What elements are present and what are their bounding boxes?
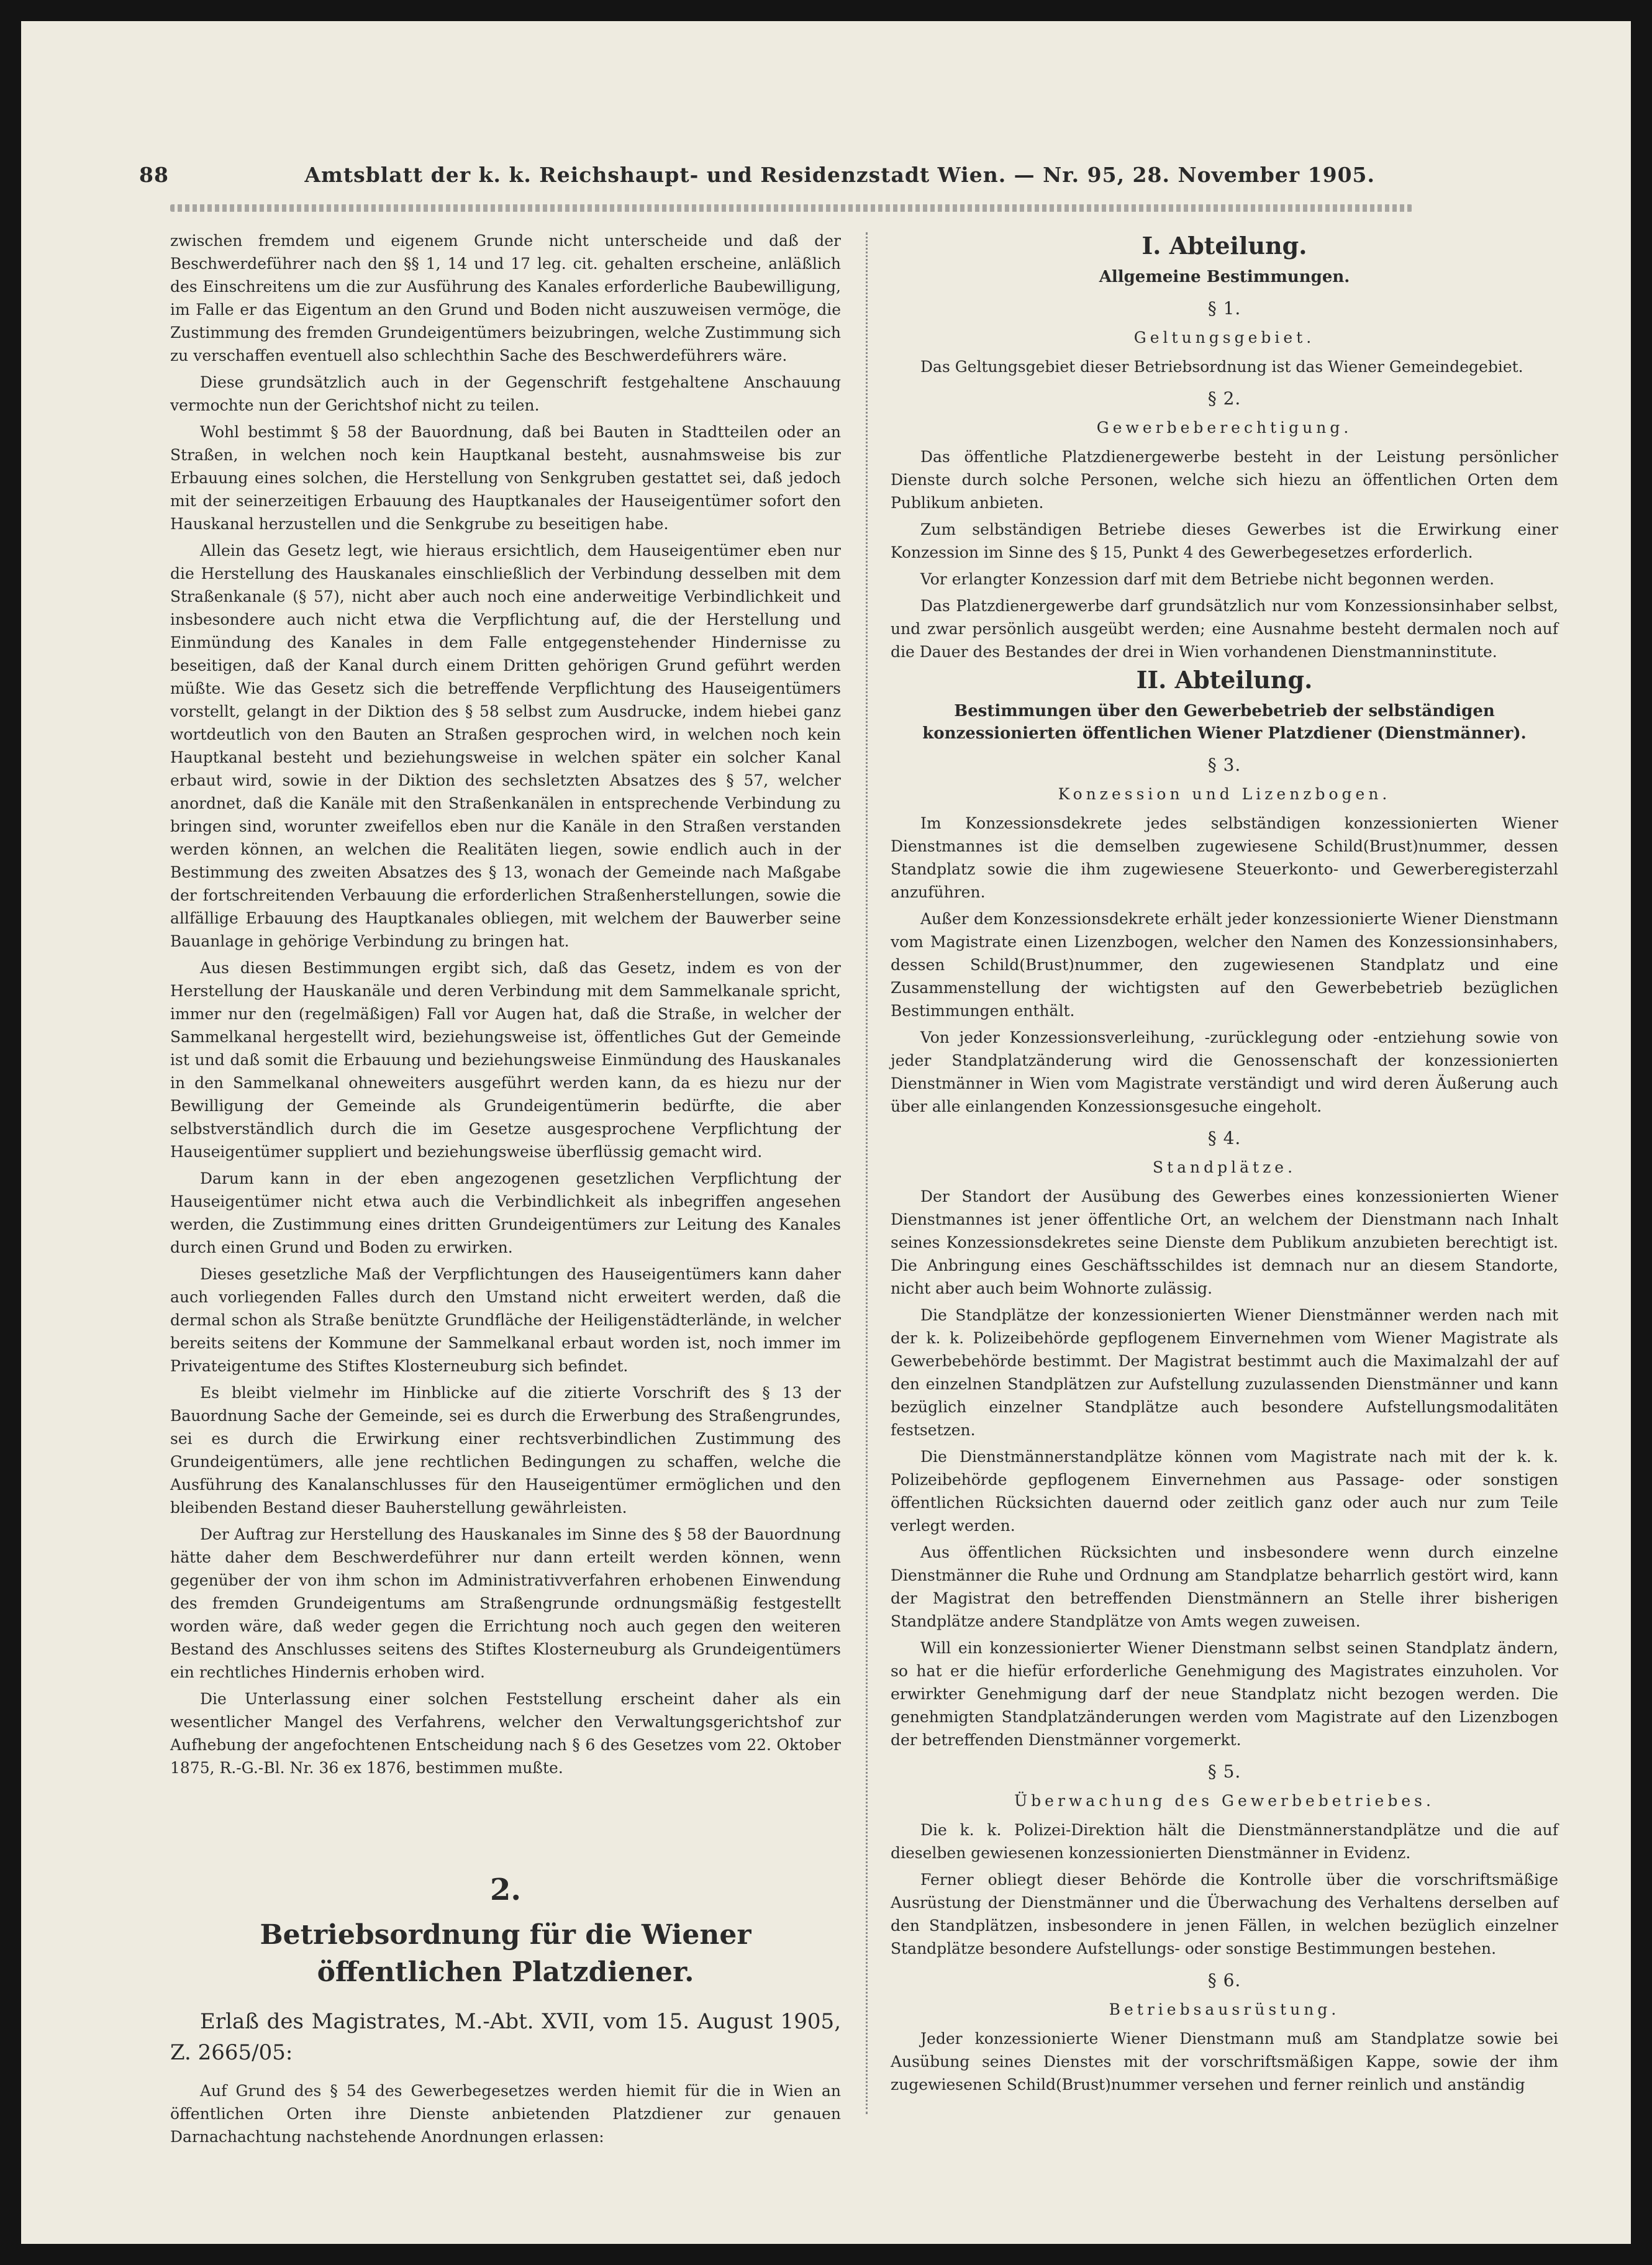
paragraph-title: Geltungsgebiet. bbox=[1133, 329, 1315, 347]
part-subheading: Bestimmungen über den Gewerbebetrieb der selbständigen konzessionierten öffentlichen Wiener Platzdiener (Dienstmänner). bbox=[922, 702, 1527, 743]
paragraph-number: § 1. bbox=[1207, 298, 1241, 319]
decree-line: Erlaß des Magistrates, M.-Abt. XVII, vom 15. August 1905, Z. 2665/05: bbox=[170, 2009, 841, 2065]
paragraph: Vor erlangter Konzession darf mit dem Betriebe nicht begonnen werden. bbox=[920, 570, 1495, 588]
paragraph-number: § 2. bbox=[1207, 388, 1241, 409]
paragraph: Die Dienstmännerstandplätze können vom Magistrate nach mit der k. k. Polizeibehörde gepflogenem Einvernehmen aus Passage- oder sonstigen öffentlichen Rücksichten dauernd oder zeitlich ganz oder auch nur zum Teile verlegt werden. bbox=[891, 1448, 1558, 1535]
part-heading: I. Abteilung. bbox=[1141, 232, 1307, 260]
running-title: Amtsblatt der k. k. Reichshaupt- und Residenzstadt Wien. — Nr. 95, 28. November 1905. bbox=[304, 163, 1375, 187]
paragraph: zwischen fremdem und eigenem Grunde nicht unterscheide und daß der Beschwerdeführer nach den §§ 1, 14 und 17 leg. cit. gehalten erscheine, anläßlich des Einschreitens um die zur Ausführung des Kanales erforderliche Baubewilligung, im Falle er das Eigentum an den Grund und Boden nicht auszuweisen vermöge, die Zustimmung des fremden Grundeigentümers beizubringen, welche Zustimmung sich zu verschaffen eventuell also schlechthin Sache des Beschwerdeführers wäre. bbox=[170, 232, 842, 365]
paragraph: Will ein konzessionierter Wiener Dienstmann selbst seinen Standplatz ändern, so hat er die hiefür erforderliche Genehmigung des Magistrates einzuholen. Vor erwirkter Genehmigung darf der neue Standplatz nicht bezogen werden. Die genehmigten Standplatzänderungen werden vom Magistrate auf den Lizenzbogen der betreffenden Dienstmänner vorgemerkt. bbox=[891, 1639, 1558, 1749]
section-number: 2. bbox=[489, 1872, 522, 1907]
paragraph-number: § 3. bbox=[1207, 755, 1241, 775]
paragraph: Die Standplätze der konzessionierten Wiener Dienstmänner werden nach mit der k. k. Polizeibehörde gepflogenem Einvernehmen vom Wiener Magistrate als Gewerbebehörde bestimmt. Der Magistrat bestimmt auch die Maximalzahl der auf den einzelnen Standplätzen zur Aufstellung zuzulassenden Dienstmänner und kann bezüglich einzelner Standplätze auch besondere Aufstellungsmodalitäten festsetzen. bbox=[891, 1306, 1558, 1439]
paragraph: Allein das Gesetz legt, wie hieraus ersichtlich, dem Hauseigentümer eben nur die Herstellung des Hauskanales einschließlich der Verbindung desselben mit dem Straßenkanale (§ 57), nicht aber auch noch eine anderweitige Verbindlichkeit und insbesondere auch nicht etwa die Verpflichtung auf, die der Herstellung und Einmündung des Kanales in dem Falle entgegenstehender Hindernisse zu beseitigen, daß der Kanal durch einem Dritten gehörigen Grund geführt werden müßte. Wie das Gesetz sich die betreffende Verpflichtung des Hauseigentümers vorstellt, gelangt in der Diktion des § 58 selbst zum Ausdrucke, indem hiebei ganz wortdeutlich von den Bauten an Straßen gesprochen wird, in welchen noch kein Hauptkanal besteht und beziehungsweise in welchen später ein solcher Kanal erbaut wird, sowie in der Diktion des sechsletzten Absatzes des § 57, welcher anordnet, daß die Kanäle mit den Straßenkanälen in entsprechende Verbindung zu bringen sind, worunter zweifellos eben nur die Kanäle in den Straßen verstanden werden können, an welchen die Realitäten liegen, sowie endlich auch in der Bestimmung des zweiten Absatzes des § 13, wonach der Gemeinde nach Maßgabe der fortschreitenden Verbauung die erforderlichen Straßenherstellungen, sowie die allfällige Erbauung des Hauptkanales obliegen, mit welchem der Bauwerber seine Bauanlage in gehörige Verbindung zu bringen hat. bbox=[170, 542, 841, 950]
paragraph: Der Standort der Ausübung des Gewerbes eines konzessionierten Wiener Dienstmannes ist jener öffentliche Ort, an welchem der Dienstmann nach Inhalt seines Konzessionsdekretes seine Dienste dem Publikum anzubieten berechtigt ist. Die Anbringung eines Geschäftsschildes ist demnach nur an diesem Standorte, nicht aber auch beim Wohnorte zulässig. bbox=[891, 1187, 1558, 1297]
paragraph: Es bleibt vielmehr im Hinblicke auf die zitierte Vorschrift des § 13 der Bauordnung Sache der Gemeinde, sei es durch die Erwerbung des Straßengrundes, sei es durch die Erwirkung einer rechtsverbindlichen Zustimmung des Grundeigentümers, alle jene rechtlichen Bedingungen zu schaffen, welche die Ausführung des Kanalanschlusses für den Hauseigentümer ermöglichen und den bleibenden Bestand dieser Bauherstellung gewährleisten. bbox=[170, 1384, 841, 1517]
paragraph: Das öffentliche Platzdienergewerbe besteht in der Leistung persönlicher Dienste durch solche Personen, welche sich hiezu an öffentlichen Orten dem Publikum anbieten. bbox=[891, 448, 1558, 512]
paragraph: Das Platzdienergewerbe darf grundsätzlich nur vom Konzessionsinhaber selbst, und zwar persönlich ausgeübt werden; eine Ausnahme besteht dermalen noch auf die Dauer des Bestandes der drei in Wien vorhandenen Dienstmanninstitute. bbox=[891, 597, 1558, 661]
paragraph: Dieses gesetzliche Maß der Verpflichtungen des Hauseigentümers kann daher auch vorliegenden Falles durch den Umstand nicht erweitert werden, daß die dermal schon als Straße benützte Grundfläche der Heiligenstädterlände, in welcher bereits seitens der Kommune der Sammelkanal erbaut worden ist, noch immer im Privateigentume des Stiftes Klosterneuburg sich befindet. bbox=[170, 1265, 841, 1375]
paragraph: Darum kann in der eben angezogenen gesetzlichen Verpflichtung der Hauseigentümer nicht etwa auch die Verbindlichkeit als inbegriffen angesehen werden, die Zustimmung eines dritten Grundeigentümers zur Leitung des Kanales durch einen Grund und Boden zu erwirken. bbox=[170, 1169, 841, 1256]
paragraph: Diese grundsätzlich auch in der Gegenschrift festgehaltene Anschauung vermochte nun der Gerichtshof nicht zu teilen. bbox=[170, 373, 841, 414]
left-column bbox=[170, 229, 841, 2152]
page-number: 88 bbox=[139, 163, 169, 187]
right-column bbox=[891, 229, 1558, 2100]
paragraph: Das Geltungsgebiet dieser Betriebsordnung ist das Wiener Gemeindegebiet. bbox=[920, 358, 1523, 376]
column-divider bbox=[866, 232, 868, 2114]
paragraph: Außer dem Konzessionsdekrete erhält jeder konzessionierte Wiener Dienstmann vom Magistrate einen Lizenzbogen, welcher den Namen des Konzessionsinhabers, dessen Schild(Brust)nummer, den zugewiesenen Standplatz und eine Zusammenstellung der wichtigsten auf den Gewerbebetrieb bezüglichen Bestimmungen enthält. bbox=[891, 910, 1558, 1020]
paragraph: Ferner obliegt dieser Behörde die Kontrolle über die vorschriftsmäßige Ausrüstung der Dienstmänner und die Überwachung des Verhaltens derselben auf den Standplätzen, insbesondere in jenen Fällen, in welchen bezüglich einzelner Standplätze besondere Aufstellungs- oder sonstige Bestimmungen bestehen. bbox=[891, 1871, 1558, 1958]
paragraph: Die k. k. Polizei-Direktion hält die Dienstmännerstandplätze und die auf dieselben gewiesenen konzessionierten Dienstmänner in Evidenz. bbox=[891, 1821, 1558, 1862]
page-header bbox=[139, 163, 1375, 197]
paragraph-title: Betriebsausrüstung. bbox=[1109, 2000, 1340, 2018]
section-title: Betriebsordnung für die Wiener öffentlichen Platzdiener. bbox=[260, 1919, 751, 1988]
header-rule bbox=[170, 204, 1412, 212]
paragraph: Der Auftrag zur Herstellung des Hauskanales im Sinne des § 58 der Bauordnung hätte daher dem Beschwerdeführer nur dann erteilt werden können, wenn gegenüber der von ihm schon im Administrativverfahren erhobenen Einwendung des fremden Grundeigentums am Straßengrunde ordnungsmäßig festgestellt worden wäre, daß weder gegen die Errichtung noch auch gegen den weiteren Bestand des Anschlusses seitens des Stiftes Klosterneuburg als Grundeigentümers ein rechtliches Hindernis erhoben wird. bbox=[170, 1525, 841, 1681]
paragraph-number: § 6. bbox=[1207, 1970, 1241, 1990]
paragraph-title: Gewerbeberechtigung. bbox=[1096, 419, 1353, 437]
paragraph: Von jeder Konzessionsverleihung, -zurücklegung oder -entziehung sowie von jeder Standplatzänderung wird die Genossenschaft der konzessionierten Dienstmänner in Wien vom Magistrate verständigt und wird deren Äußerung auch über alle einlangenden Konzessionsgesuche eingeholt. bbox=[891, 1028, 1558, 1115]
paragraph-number: § 4. bbox=[1207, 1128, 1241, 1148]
intro-paragraph: Auf Grund des § 54 des Gewerbegesetzes werden hiemit für die in Wien an öffentlichen Orten ihre Dienste anbietenden Platzdiener zur genauen Darnachachtung nachstehende Anordnungen erlassen: bbox=[170, 2082, 841, 2146]
paragraph: Die Unterlassung einer solchen Feststellung erscheint daher als ein wesentlicher Mangel des Verfahrens, welcher den Verwaltungsgerichtshof zur Aufhebung der angefochtenen Entscheidung nach § 6 des Gesetzes vom 22. Oktober 1875, R.-G.-Bl. Nr. 36 ex 1876, bestimmen mußte. bbox=[170, 1690, 841, 1777]
paragraph: Wohl bestimmt § 58 der Bauordnung, daß bei Bauten in Stadtteilen oder an Straßen, in welchen noch kein Hauptkanal besteht, ausnahmsweise bis zur Erbauung eines solchen, die Herstellung von Senkgruben gestattet sei, daß jedoch mit der seinerzeitigen Erbauung des Hauptkanales der Hauseigentümer sofort den Hauskanal herzustellen und die Senkgrube zu beseitigen habe. bbox=[170, 423, 841, 533]
document-page bbox=[21, 21, 1631, 2244]
paragraph: Aus diesen Bestimmungen ergibt sich, daß das Gesetz, indem es von der Herstellung der Hauskanäle und deren Verbindung mit dem Sammelkanale spricht, immer nur den (regelmäßigen) Fall vor Augen hat, daß die Straße, in welcher der Sammelkanal hergestellt wird, beziehungsweise ist, öffentliches Gut der Gemeinde ist und daß somit die Erbauung und beziehungsweise Einmündung des Hauskanales in den Sammelkanal ohneweiters ausgeführt werden kann, da es hiezu nur der Bewilligung der Gemeinde als Grundeigentümerin bedürfte, die aber selbstverständlich durch die im Gesetze ausgesprochene Verpflichtung der Hauseigentümer suppliert und beziehungsweise überflüssig gemacht wird. bbox=[170, 959, 841, 1161]
paragraph-number: § 5. bbox=[1207, 1761, 1241, 1782]
paragraph-title: Konzession und Lizenzbogen. bbox=[1058, 785, 1391, 803]
paragraph: Jeder konzessionierte Wiener Dienstmann muß am Standplatze sowie bei Ausübung seines Dienstes mit der vorschriftsmäßigen Kappe, sowie der ihm zugewiesenen Schild(Brust)nummer versehen und ferner reinlich und anständig bbox=[891, 2030, 1558, 2094]
paragraph: Im Konzessionsdekrete jedes selbständigen konzessionierten Wiener Dienstmannes ist die demselben zugewiesene Schild(Brust)nummer, dessen Standplatz sowie die ihm zugewiesene Steuerkonto- und Gewerberegisterzahl anzuführen. bbox=[891, 814, 1558, 901]
part-heading: II. Abteilung. bbox=[1136, 666, 1313, 694]
paragraph: Zum selbständigen Betriebe dieses Gewerbes ist die Erwirkung einer Konzession im Sinne des § 15, Punkt 4 des Gewerbegesetzes erforderlich. bbox=[891, 520, 1558, 561]
paragraph-title: Standplätze. bbox=[1152, 1158, 1297, 1176]
part-subheading: Allgemeine Bestimmungen. bbox=[1099, 268, 1350, 286]
paragraph-title: Überwachung des Gewerbebetriebes. bbox=[1014, 1792, 1435, 1810]
paragraph: Aus öffentlichen Rücksichten und insbesondere wenn durch einzelne Dienstmänner die Ruhe und Ordnung am Standplatze beharrlich gestört wird, kann der Magistrat den betreffenden Dienstmännern an Stelle ihrer bisherigen Standplätze andere Standplätze von Amts wegen zuweisen. bbox=[891, 1543, 1558, 1630]
